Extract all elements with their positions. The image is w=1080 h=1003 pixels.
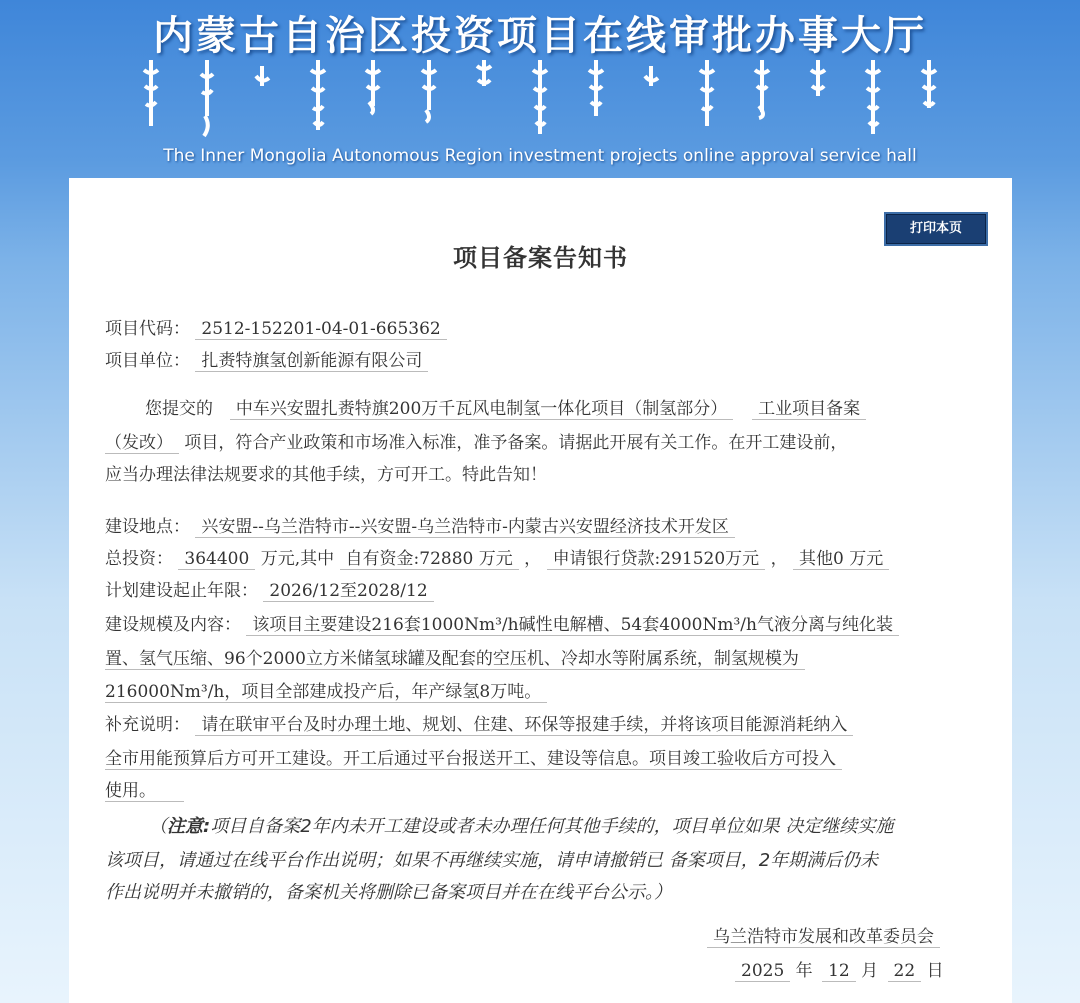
location-label: 建设地点： (105, 517, 190, 537)
site-title-en: The Inner Mongolia Autonomous Region investment projects online approval service hall (163, 146, 917, 166)
site-title-cn: 内蒙古自治区投资项目在线审批办事大厅 (153, 13, 927, 59)
date-row (735, 956, 944, 981)
investment-value: 364400 (178, 549, 255, 570)
supplement-row-2 (105, 744, 842, 769)
date-month-label: 月 (861, 961, 879, 981)
project-unit-label: 项目单位： (105, 351, 190, 371)
date-day-label: 日 (926, 961, 944, 981)
scale-line-2: 置、氢气压缩、96个2000立方米储氢球罐及配套的空压机、冷却水等附属系统，制氢规模为 (105, 649, 805, 670)
location-row (105, 512, 735, 537)
notice-panel (69, 178, 1012, 1003)
period-value: 2026/12至2028/12 (263, 581, 433, 602)
supplement-line-1: 请在联审平台及时办理土地、规划、住建、环保等报建手续，并将该项目能源消耗纳入 (195, 715, 853, 736)
bank-loan: 申请银行贷款:291520万元 (547, 549, 766, 570)
investment-label: 总投资： (105, 549, 173, 569)
supplement-line-2: 全市用能预算后方可开工建设。开工后通过平台报送开工、建设等信息。项目竣工验收后方可投入 (105, 749, 842, 770)
body-line-1 (145, 394, 866, 419)
note-line-1 (149, 812, 893, 838)
body-line-3: 应当办理法律法规要求的其他手续，方可开工。特此告知！ (105, 465, 547, 485)
body-prefix: 您提交的 (145, 399, 213, 419)
org-row (707, 922, 940, 947)
supplement-label: 补充说明： (105, 715, 190, 735)
investment-comma: ， (524, 549, 542, 569)
project-code-value: 2512-152201-04-01-665362 (195, 319, 446, 340)
period-label: 计划建设起止年限： (105, 581, 258, 601)
own-funds: 自有资金:72880 万元 (340, 549, 519, 570)
scale-line-1: 该项目主要建设216套1000Nm³/h碱性电解槽、54套4000Nm³/h气液分离与纯化装 (246, 615, 899, 636)
mongolian-script-title (140, 56, 940, 142)
scale-line-3: 216000Nm³/h，项目全部建成投产后，年产绿氢8万吨。 (105, 682, 547, 703)
project-code-row (105, 314, 447, 339)
date-day: 22 (888, 961, 922, 982)
body-line-2 (105, 428, 847, 453)
doc-title: 项目备案告知书 (453, 243, 628, 272)
scale-label: 建设规模及内容： (105, 615, 241, 635)
other-funds: 其他0 万元 (793, 549, 889, 570)
scale-row-2 (105, 644, 805, 669)
scale-row-3 (105, 677, 547, 702)
supplement-line-3: 使用。 (105, 781, 184, 802)
project-code-label: 项目代码： (105, 319, 190, 339)
project-type-a: 工业项目备案 (752, 399, 866, 420)
project-unit-value: 扎赉特旗氢创新能源有限公司 (195, 351, 428, 372)
body-text-2: 项目，符合产业政策和市场准入标准，准予备案。请据此开展有关工作。在开工建设前， (184, 433, 848, 453)
note-label: 注意: (167, 816, 211, 837)
date-year-label: 年 (795, 961, 813, 981)
investment-unit: 万元,其中 (260, 549, 335, 569)
print-page-button[interactable]: 打印本页 (884, 212, 988, 246)
note-line-2: 该项目，请通过在线平台作出说明；如果不再继续实施，请申请撤销已 备案项目，2年期满后仍未 (105, 850, 879, 871)
project-unit-row (105, 346, 428, 371)
scale-row-1 (105, 610, 899, 635)
date-year: 2025 (735, 961, 790, 982)
note-line-3: 作出说明并未撤销的，备案机关将删除已备案项目并在在线平台公示。） (105, 882, 672, 903)
date-month: 12 (822, 961, 856, 982)
supplement-row-3 (105, 776, 184, 801)
note-open-paren: （ (149, 816, 167, 837)
investment-row (105, 544, 889, 569)
supplement-row-1 (105, 710, 853, 735)
issuing-org: 乌兰浩特市发展和改革委员会 (707, 927, 940, 948)
note-text-1: 项目自备案2年内未开工建设或者未办理任何其他手续的，项目单位如果 决定继续实施 (210, 816, 894, 837)
project-type-b: （发改） (105, 433, 179, 454)
investment-comma-2: ， (770, 549, 788, 569)
period-row (105, 576, 434, 601)
project-name: 中车兴安盟扎赉特旗200万千瓦风电制氢一体化项目（制氢部分） (230, 399, 733, 420)
site-header (0, 0, 1080, 178)
location-value: 兴安盟--乌兰浩特市--兴安盟-乌兰浩特市-内蒙古兴安盟经济技术开发区 (195, 517, 734, 538)
